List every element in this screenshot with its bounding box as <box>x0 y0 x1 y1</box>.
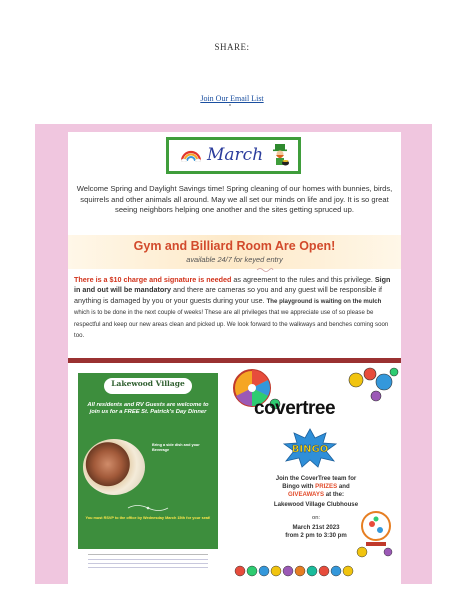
bingo-cage-icon <box>354 508 396 558</box>
svg-text:BINGO: BINGO <box>291 444 329 455</box>
banner-title: March <box>207 145 264 165</box>
gym-subtitle: available 24/7 for keyed entry <box>186 255 283 264</box>
section-divider <box>68 358 401 363</box>
sign-in-notice: Sign in and out will be mandatory <box>74 275 391 295</box>
lakewood-village-logo: Lakewood Village <box>104 378 192 394</box>
march-banner <box>166 137 301 174</box>
charge-detail: as agreement to the rules and this privilege. <box>231 275 375 284</box>
doc-footer-line <box>88 554 208 555</box>
dinner-invite: All residents and RV Guests are welcome to join us for a FREE St. Patrick's Day Dinner <box>87 402 209 415</box>
bingo-join-text: Join the CoverTree team for Bingo with PRIZES and GIVEAWAYS at the: <box>275 475 357 498</box>
bingo-ball-row-icon <box>234 564 398 578</box>
newsletter-flyer <box>35 124 432 584</box>
divider-dot <box>229 104 231 106</box>
doc-footer-line <box>88 567 208 568</box>
share-label: SHARE: <box>214 42 250 52</box>
bingo-location: Lakewood Village Clubhouse <box>273 501 359 508</box>
playground-detail: which is to be done in the next couple of weeks! These are all privileges that we appreciate use of so please be respectful and keep our new areas clean and picked up. We look forward to the walkways and benches coming soon too. <box>74 309 389 340</box>
leprechaun-icon <box>270 143 290 167</box>
charge-notice: There is a $10 charge and signature is needed <box>74 275 232 284</box>
flyer-page <box>68 132 401 584</box>
gym-title: Gym and Billiard Room Are Open! <box>133 239 336 253</box>
bingo-burst-graphic <box>282 428 338 468</box>
bingo-balls-icon <box>346 366 400 406</box>
bingo-on-label: on: <box>311 515 321 521</box>
rules-paragraph <box>68 275 401 341</box>
dinner-flyer <box>72 368 224 580</box>
bingo-flyer <box>236 368 396 580</box>
bingo-date-time: March 21st 2023 from 2 pm to 3:30 pm <box>285 524 347 539</box>
dinner-flyer-body <box>78 373 218 549</box>
covertree-logo: covertree <box>254 398 336 419</box>
camera-detail: and there are cameras so you and any guest will be responsible if anything is damaged by you or your guests during your use. <box>74 285 383 305</box>
playground-notice: The playground is waiting on the mulch <box>266 297 382 305</box>
bring-side-dish: Bring a side dish and your Beverage <box>152 443 200 452</box>
swirl-ornament-icon <box>126 503 170 513</box>
intro-paragraph: Welcome Spring and Daylight Savings time! Spring cleaning of our homes with bunnies, birds, squirrels and other animals all around. May we all set our minds on life and joy. It is so great seeing neighbors helping one another and the sites getting spruced up. <box>76 184 393 214</box>
squiggle-icon <box>256 267 274 273</box>
doc-footer-line <box>88 563 208 564</box>
doc-footer-line <box>88 559 208 560</box>
rainbow-icon <box>181 148 201 162</box>
join-email-list-link[interactable]: Join Our Email List <box>200 94 264 103</box>
rsvp-notice: You must RSVP to the office by Wednesday March 15th for your seat! <box>85 516 211 520</box>
corned-beef-dinner-image <box>83 439 145 495</box>
